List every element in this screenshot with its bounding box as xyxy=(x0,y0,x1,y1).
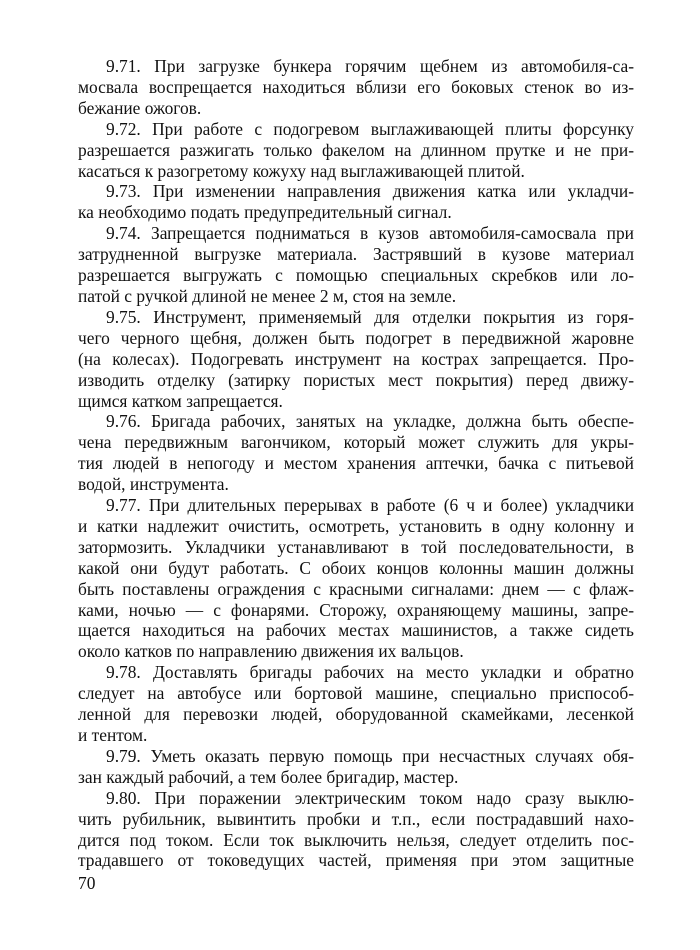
text-line: 9.72. При работе с подогревом выглаживающей плиты форсунку xyxy=(106,118,634,139)
text-line: дится под током. Если ток выключить нельзя, следует отделить пос- xyxy=(78,829,634,850)
text-line: ка необходимо подать предупредительный сигнал. xyxy=(78,202,452,223)
text-line: патой с ручкой длиной не менее 2 м, стоя на земле. xyxy=(78,285,457,306)
text-line: зан каждый рабочий, а тем более бригадир, мастер. xyxy=(78,766,459,787)
text-line: чена передвижным вагончиком, который может служить для укры- xyxy=(78,432,634,453)
text-line: изводить отделку (затирку пористых мест покрытия) перед движу- xyxy=(78,369,634,390)
text-line: 9.71. При загрузке бункера горячим щебнем из автомобиля-са- xyxy=(106,56,634,76)
text-line: чего черного щебня, должен быть подогрет в передвижной жаровне xyxy=(78,327,634,348)
text-line: 9.79. Уметь оказать первую помощь при несчастных случаях обя- xyxy=(106,745,634,766)
text-line: 9.74. Запрещается подниматься в кузов автомобиля-самосвала при xyxy=(106,223,634,244)
paragraph xyxy=(78,495,634,662)
text-line: водой, инструмента. xyxy=(78,474,229,495)
paragraph xyxy=(78,223,634,307)
paragraph xyxy=(78,119,634,182)
page-number: 70 xyxy=(78,873,96,893)
paragraph xyxy=(78,56,634,119)
text-line: касаться к разогретому кожуху над выглаживающей плитой. xyxy=(78,160,525,181)
text-line: затормозить. Укладчики устанавливают в той последовательности, в xyxy=(78,536,634,557)
text-line: 9.73. При изменении направления движения катка или укладчи- xyxy=(106,181,634,202)
text-line: традавшего от токоведущих частей, применяя при этом защитные xyxy=(78,850,634,871)
text-line: ленной для перевозки людей, оборудованной скамейками, лесенкой xyxy=(78,704,634,725)
text-line: 9.76. Бригада рабочих, занятых на укладке, должна быть обеспе- xyxy=(106,411,634,432)
text-line: около катков по направлению движения их вальцов. xyxy=(78,641,464,662)
text-line: и тентом. xyxy=(78,725,148,745)
paragraph xyxy=(78,411,634,495)
paragraph xyxy=(78,662,634,746)
text-line: (на колесах). Подогревать инструмент на кострах запрещается. Про- xyxy=(78,348,634,369)
text-line: 9.77. При длительных перерывах в работе (6 ч и более) укладчики xyxy=(106,495,634,516)
text-line: бежание ожогов. xyxy=(78,97,202,118)
paragraph xyxy=(78,307,634,412)
text-line: 9.75. Инструмент, применяемый для отделки покрытия из горя- xyxy=(106,306,634,327)
text-line: 9.80. При поражении электрическим током надо сразу выклю- xyxy=(106,787,634,808)
paragraph xyxy=(78,746,634,788)
text-line: затрудненной выгрузке материала. Застрявший в кузове материал xyxy=(78,244,634,265)
text-line: разрешается выгружать с помощью специальных скребков или ло- xyxy=(78,265,634,286)
paragraph xyxy=(78,181,634,223)
text-line: быть поставлены ограждения с красными сигналами: днем — с флаж- xyxy=(78,578,634,599)
text-line: щается находиться на рабочих местах машинистов, а также сидеть xyxy=(78,620,634,641)
text-line: и катки надлежит очистить, осмотреть, установить в одну колонну и xyxy=(78,515,634,536)
text-line: тия людей в непогоду и местом хранения аптечки, бачка с питьевой xyxy=(78,453,634,474)
text-line: 9.78. Доставлять бригады рабочих на место укладки и обратно xyxy=(106,662,634,683)
text-line: мосвала воспрещается находиться вблизи его боковых стенок во из- xyxy=(78,76,634,97)
text-line: ками, ночью — с фонарями. Сторожу, охраняющему машины, запре- xyxy=(78,599,634,620)
text-line: какой они будут работать. С обоих концов колонны машин должны xyxy=(78,557,634,578)
text-line: следует на автобусе или бортовой машине, специально приспособ- xyxy=(78,683,634,704)
text-line: разрешается разжигать только факелом на длинном прутке и не при- xyxy=(78,139,634,160)
paragraph xyxy=(78,788,634,872)
text-line: чить рубильник, вывинтить пробки и т.п., если пострадавший нахо- xyxy=(78,808,634,829)
text-line: щимся катком запрещается. xyxy=(78,390,283,411)
body-text xyxy=(78,56,634,871)
